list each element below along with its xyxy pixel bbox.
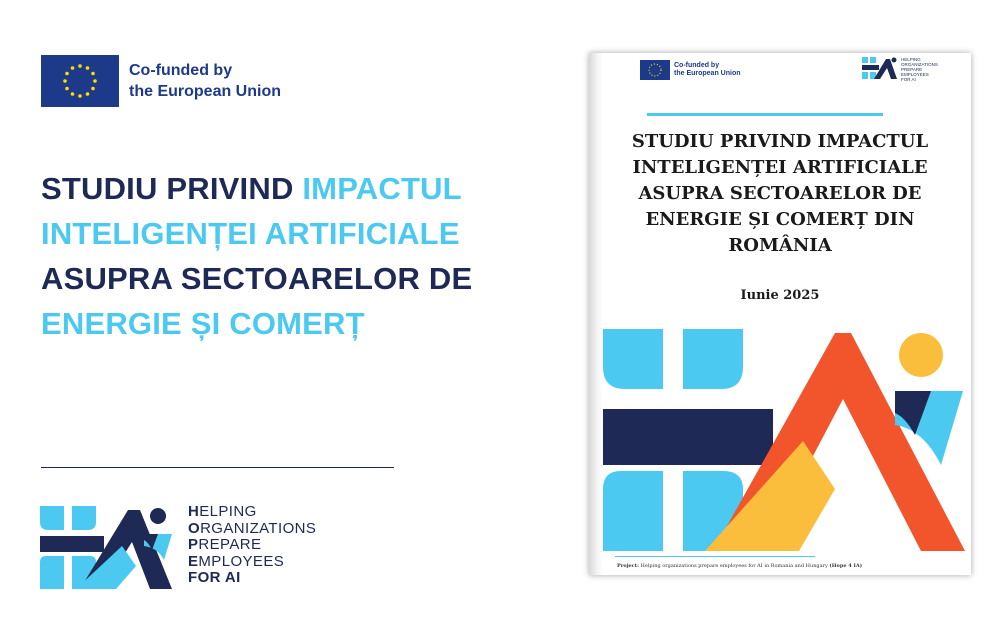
cover-eu-text	[674, 62, 741, 78]
cover-hai-word-2: ORGANIZATIONS	[901, 62, 938, 67]
headline-line-4: ENERGIE ȘI COMERȚ	[41, 306, 365, 341]
cover-title-line-5: ROMÂNIA	[728, 235, 832, 256]
hai-word-1-rest: ELPING	[199, 503, 257, 520]
hai-word-2-cap: O	[188, 519, 201, 537]
cover-project-line	[617, 563, 862, 569]
cover-spine	[589, 53, 603, 575]
divider	[41, 467, 394, 468]
hai-word-3-rest: REPARE	[198, 536, 262, 553]
hai-word-1	[188, 504, 316, 521]
hai-word-4	[188, 554, 316, 571]
hai-acronym-text	[188, 504, 316, 587]
cover-footer-rule	[615, 556, 815, 557]
cover-eu-flag-icon	[640, 60, 670, 80]
hai-word-3-cap: P	[188, 536, 199, 553]
cover-hai-word-1: HELPING	[901, 57, 921, 62]
cover-hai-artwork	[603, 329, 971, 556]
cover-title-line-4: ENERGIE ȘI COMERȚ DIN	[645, 209, 915, 230]
cover-title-line-2: INTELIGENȚEI ARTIFICIALE	[632, 157, 928, 178]
headline-line-2: INTELIGENȚEI ARTIFICIALE	[41, 216, 460, 251]
hai-word-4-cap: E	[188, 552, 199, 570]
headline-line-1-cyan: IMPACTUL	[302, 171, 462, 206]
hai-word-1-cap: H	[188, 503, 200, 520]
eu-line-1: Co-funded by	[129, 62, 233, 79]
page-headline	[41, 166, 561, 346]
eu-cofunded-badge	[41, 55, 281, 107]
cover-hai-words	[901, 57, 938, 82]
headline-line-3: ASUPRA SECTOARELOR DE	[41, 261, 473, 296]
eu-flag-icon	[41, 55, 119, 107]
cover-title-line-1: STUDIU PRIVIND IMPACTUL	[631, 131, 929, 152]
cover-project-label: Project:	[617, 563, 639, 569]
eu-cofunded-text	[129, 60, 281, 102]
cover-accent-bar	[647, 113, 883, 116]
cover-title-line-3: ASUPRA SECTOARELOR DE	[638, 183, 922, 204]
cover-hai-word-5: FOR AI	[901, 77, 916, 82]
eu-line-2: the European Union	[129, 83, 281, 100]
cover-title	[609, 129, 951, 259]
cover-project-code: (Hope 4 IA)	[829, 563, 863, 569]
hai-word-2	[188, 521, 316, 538]
cover-eu-badge	[640, 60, 741, 80]
headline-line-1	[41, 166, 561, 211]
cover-hai-logo-icon	[862, 57, 898, 84]
hai-word-2-rest: RGANIZATIONS	[200, 519, 317, 537]
hai-word-3	[188, 537, 316, 554]
cover-hai-word-3: PREPARE	[901, 67, 923, 72]
cover-eu-line-2: the European Union	[674, 70, 741, 77]
hai-word-last: FOR AI	[188, 569, 241, 586]
cover-date: Iunie 2025	[740, 288, 820, 303]
headline-line-1-dark: STUDIU PRIVIND	[41, 171, 303, 206]
hai-word-4-rest: MPLOYEES	[198, 552, 285, 570]
cover-project-text: Helping organizations prepare employees for AI in Romania and Hungary	[638, 563, 830, 569]
report-cover	[589, 53, 971, 575]
hai-logo-icon	[40, 506, 175, 594]
cover-eu-line-1: Co-funded by	[674, 62, 720, 69]
cover-hai-word-4: EMPLOYEES	[901, 72, 929, 77]
